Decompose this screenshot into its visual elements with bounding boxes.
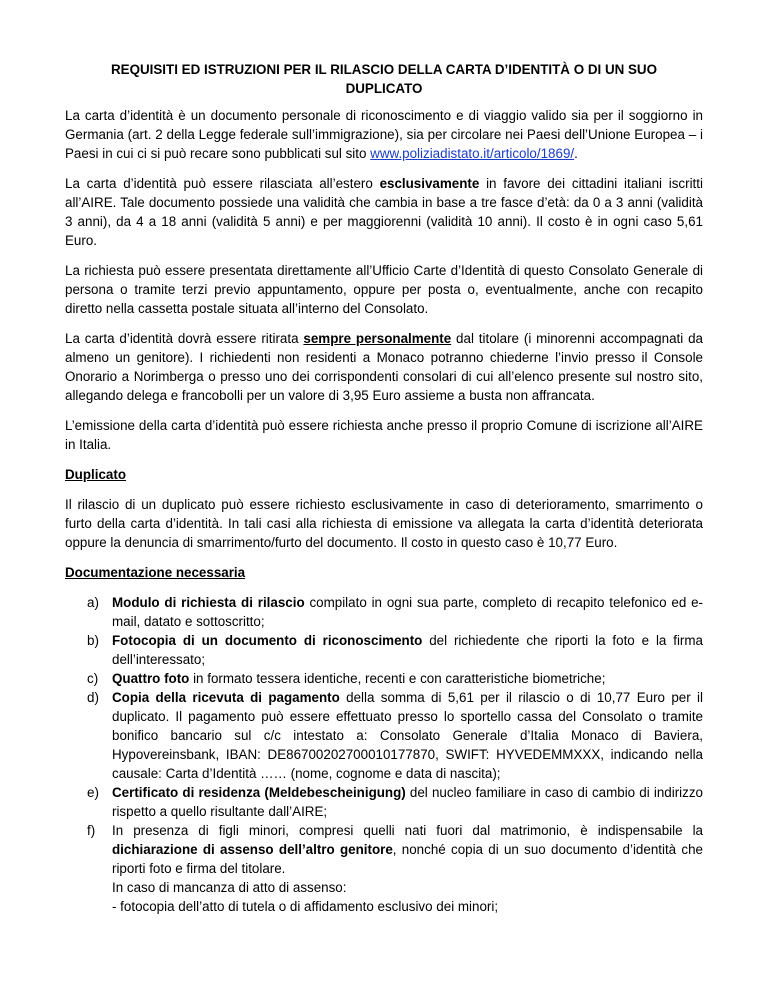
paragraph-comune: L’emissione della carta d’identità può essere richiesta anche presso il proprio Comune di iscrizione all’AIRE in Italia. [65, 418, 703, 452]
list-item: c) Quattro foto in formato tessera identiche, recenti e con caratteristiche biometriche; [87, 671, 606, 686]
paragraph-duplicato: Il rilascio di un duplicato può essere richiesto esclusivamente in caso di deterioramento, smarrimento o furto della carta d’identità. In tali casi alla richiesta di emissione va allegata la carta d’identità deteriorata oppure la denuncia di smarrimento/furto del documento. Il costo in questo caso è 10,77 Euro. [65, 497, 703, 550]
paragraph-richiesta: La richiesta può essere presentata direttamente all’Ufficio Carte d’Identità di questo Consolato Generale di persona o tramite terzi previo appuntamento, oppure per posta o, eventualmente, anche con recapito diretto nella cassetta postale situata all’interno del Consolato. [65, 263, 703, 316]
list-item: a) Modulo di richiesta di rilascio compilato in ogni sua parte, completo di recapito telefonico ed e-mail, datato e sottoscritto; [87, 595, 704, 629]
heading-documentazione: Documentazione necessaria [65, 565, 246, 580]
paragraph-aire: La carta d’identità può essere rilasciata all’estero esclusivamente in favore dei cittadini italiani iscritti all’AIRE. Tale documento possiede una validità che cambia in base a tre fasce d’età: da 0 a 3 anni (validità 3 anni), da 4 a 18 anni (validità 5 anni) e per maggiorenni (validità 10 anni). Il costo è in ogni caso 5,61 Euro. [65, 176, 703, 248]
list-item: d) Copia della ricevuta di pagamento della somma di 5,61 per il rilascio o di 10,77 Euro per il duplicato. Il pagamento può essere effettuato presso lo sportello cassa del Consolato o tramite bonifico bancario sul c/c intestato a: Consolato Generale d’Italia Monaco di Baviera, Hypovereinsbank, IBAN: DE86700202700010177870, SWIFT: HYVEDEMMXXX, indicando nella causale: Carta d’Identità …… (nome, cognome e data di nascita); [87, 690, 704, 781]
document-body [65, 60, 703, 916]
document-title: REQUISITI ED ISTRUZIONI PER IL RILASCIO DELLA CARTA D’IDENTITÀ O DI UN SUO DUPLICATO [110, 62, 658, 96]
heading-duplicato: Duplicato [65, 467, 127, 482]
list-item: b) Fotocopia di un documento di riconoscimento del richiedente che riporti la foto e la firma dell’interessato; [87, 633, 703, 667]
list-item: e) Certificato di residenza (Meldebescheinigung) del nucleo familiare in caso di cambio di indirizzo rispetto a quello risultante dall’AIRE; [87, 785, 703, 819]
documentazione-list [65, 593, 703, 916]
paragraph-intro: La carta d’identità è un documento personale di riconoscimento e di viaggio valido sia per il soggiorno in Germania (art. 2 della Legge federale sull’immigrazione), sia per circolare nei Paesi dell’Unione Europea – i Paesi in cui ci si può recare sono pubblicati sul sito www.poliziadistato.it/articolo/1869/. [65, 108, 703, 161]
list-item: f) In presenza di figli minori, compresi quelli nati fuori dal matrimonio, è indispensabile la dichiarazione di assenso dell’altro genitore, nonché copia di un suo documento d’identità che riporti foto e firma del titolare. In caso di mancanza di atto di assenso: - fotocopia dell’atto di tutela o di affidamento esclusivo dei minori; [87, 823, 703, 914]
paragraph-ritiro: La carta d’identità dovrà essere ritirata sempre personalmente dal titolare (i minorenni accompagnati da almeno un genitore). I richiedenti non residenti a Monaco potranno chiederne l’invio presso il Console Onorario a Norimberga o presso uno dei corrispondenti consolari di cui all’elenco presente sul nostro sito, allegando delega e francobolli per un valore di 3,95 Euro assieme a busta non affrancata. [65, 331, 703, 403]
polizia-link[interactable]: www.poliziadistato.it/articolo/1869/ [370, 146, 575, 161]
